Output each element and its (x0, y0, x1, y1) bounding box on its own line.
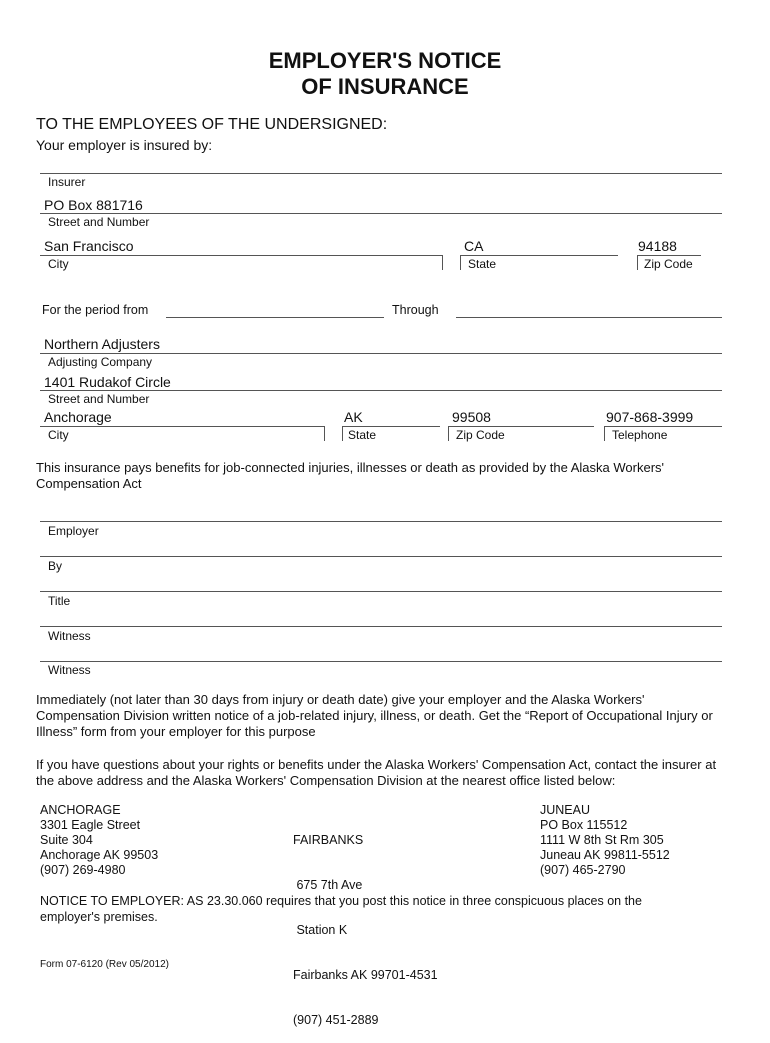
office-street: 3301 Eagle Street (40, 818, 141, 832)
period-from-label: For the period from (42, 303, 149, 317)
employer-posting-notice: NOTICE TO EMPLOYER: AS 23.30.060 requires that you post this notice in three conspicuous places on the employer's premises. (40, 894, 642, 924)
employees-heading: TO THE EMPLOYEES OF THE UNDERSIGNED: (36, 116, 388, 133)
office-city: Juneau AK 99811-5512 (540, 848, 670, 862)
insurer-city-rule (40, 255, 442, 256)
insurer-zip-value[interactable]: 94188 (638, 238, 677, 254)
insurer-zip-label: Zip Code (644, 257, 693, 271)
adjuster-city-divider (324, 426, 325, 441)
insurer-state-rule (460, 255, 618, 256)
office-city: Fairbanks AK 99701-4531 (293, 968, 438, 982)
witness1-label: Witness (48, 629, 91, 643)
insurer-state-divider (460, 255, 461, 270)
period-through-label: Through (392, 303, 439, 317)
witness1-signature-line[interactable] (40, 626, 722, 627)
insurer-state-label: State (468, 257, 497, 271)
period-through-field[interactable] (456, 317, 722, 318)
adjuster-state-rule (342, 426, 440, 427)
title-label: Title (48, 594, 71, 608)
insurer-state-value[interactable]: CA (464, 238, 484, 254)
office-name: ANCHORAGE (40, 803, 121, 817)
employer-label: Employer (48, 524, 99, 538)
adjuster-street-rule (40, 390, 722, 391)
adjuster-street-value[interactable]: 1401 Rudakof Circle (44, 374, 171, 390)
adjuster-phone-value[interactable]: 907-868-3999 (606, 409, 694, 425)
form-title-line2: OF INSURANCE (301, 74, 469, 99)
adjuster-company-label: Adjusting Company (48, 355, 153, 369)
office-street: 1111 W 8th St Rm 305 (540, 833, 664, 847)
office-suite: Suite 304 (40, 833, 93, 847)
benefits-paragraph: This insurance pays benefits for job-connected injuries, illnesses or death as provided by the Alaska Workers' Compensation Act (36, 460, 665, 491)
insurer-city-divider (442, 255, 443, 270)
period-from-field[interactable] (166, 317, 384, 318)
adjuster-phone-divider (604, 426, 605, 441)
witness2-signature-line[interactable] (40, 661, 722, 662)
adjuster-street-label: Street and Number (48, 392, 150, 406)
adjuster-state-value[interactable]: AK (344, 409, 363, 425)
insurer-label: Insurer (48, 175, 86, 189)
form-title-line1: EMPLOYER'S NOTICE (268, 48, 502, 73)
office-po-box: PO Box 115512 (540, 818, 628, 832)
witness2-label: Witness (48, 663, 91, 677)
office-name: JUNEAU (540, 803, 591, 817)
adjuster-phone-rule (604, 426, 722, 427)
adjuster-city-value[interactable]: Anchorage (44, 409, 112, 425)
adjuster-state-label: State (348, 428, 377, 442)
insurer-top-rule (40, 173, 722, 174)
adjuster-zip-rule (448, 426, 594, 427)
insured-by-subheading: Your employer is insured by: (36, 137, 213, 153)
office-anchorage (40, 803, 158, 878)
insurer-street-value[interactable]: PO Box 881716 (44, 197, 143, 213)
office-street: 675 7th Ave (293, 878, 363, 892)
office-juneau (540, 803, 670, 878)
adjuster-zip-value[interactable]: 99508 (452, 409, 491, 425)
by-signature-line[interactable] (40, 556, 722, 557)
insurer-street-label: Street and Number (48, 215, 150, 229)
insurer-street-rule (40, 213, 722, 214)
adjuster-zip-label: Zip Code (456, 428, 505, 442)
employer-signature-line[interactable] (40, 521, 722, 522)
adjuster-state-divider (342, 426, 343, 441)
form-number: Form 07-6120 (Rev 05/2012) (40, 959, 169, 970)
office-city: Anchorage AK 99503 (40, 848, 159, 862)
by-label: By (48, 559, 63, 573)
office-phone: (907) 465-2790 (540, 863, 626, 877)
insurer-city-label: City (48, 257, 69, 271)
office-phone: (907) 451-2889 (293, 1013, 379, 1027)
adjuster-city-rule (40, 426, 324, 427)
adjuster-company-value[interactable]: Northern Adjusters (44, 336, 160, 352)
office-phone: (907) 269-4980 (40, 863, 126, 877)
office-station: Station K (293, 923, 348, 937)
adjuster-zip-divider (448, 426, 449, 441)
title-signature-line[interactable] (40, 591, 722, 592)
insurer-city-value[interactable]: San Francisco (44, 238, 134, 254)
adjuster-company-rule (40, 353, 722, 354)
adjuster-city-label: City (48, 428, 69, 442)
adjuster-phone-label: Telephone (612, 428, 668, 442)
insurer-zip-divider (637, 255, 638, 270)
immediate-notice-paragraph: Immediately (not later than 30 days from injury or death date) give your employer and the Alaska Workers' Compensation Division written notice of a job-related injury, illness, or death. Get the “Report of Occupational Injury or Illness” form from your employer for this purpose (36, 692, 713, 739)
insurer-zip-rule (637, 255, 701, 256)
questions-paragraph: If you have questions about your rights or benefits under the Alaska Workers' Compensation Act, contact the insurer at the above address and the Alaska Workers' Compensation Division at the nearest office listed below: (36, 757, 717, 788)
office-name: FAIRBANKS (293, 833, 364, 847)
